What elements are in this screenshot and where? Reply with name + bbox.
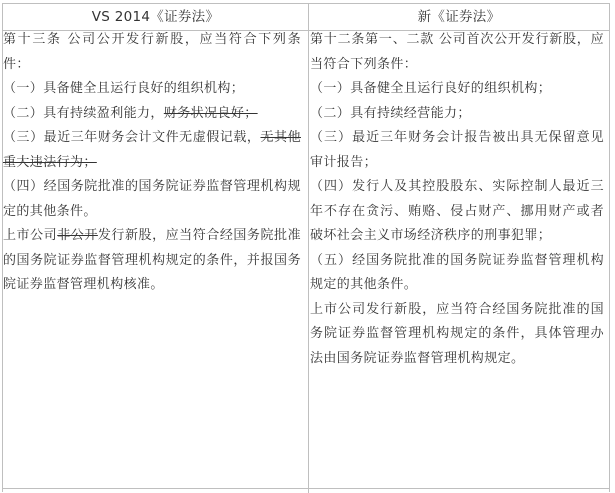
old-article-title: 第十三条 公司公开发行新股，应当符合下列条件： (3, 32, 301, 72)
column-divider (308, 4, 309, 493)
old-item-3-text: （三）最近三年财务会计文件无虚假记载， (3, 130, 261, 145)
old-clause-text-a: 上市公司 (3, 228, 58, 243)
old-law-column (3, 28, 301, 298)
new-law-column (310, 28, 604, 371)
new-item-2: （二）具有持续经营能力； (310, 105, 471, 121)
old-item-1: （一）具备健全且运行良好的组织机构； (3, 81, 245, 96)
new-item-5: （五）经国务院批准的国务院证券监督管理机构规定的其他条件。 (310, 252, 604, 292)
old-listed-company-clause (3, 224, 301, 298)
new-item-3: （三）最近三年财务会计报告被出具无保留意见审计报告； (310, 130, 604, 170)
new-item-4: （四）发行人及其控股股东、实际控制人最近三年不存在贪污、贿赂、侵占财产、挪用财产或者破坏社会主义市场经济秩序的刑事犯罪； (310, 179, 604, 243)
old-clause-text-b: 发行新股，应当符合经国务院批准的国务院证券监督管理机构规定的条件，并报国务院证券监督管理机构核准。 (3, 228, 301, 292)
old-item-2 (3, 102, 301, 127)
new-item-1: （一）具备健全且运行良好的组织机构； (310, 81, 552, 96)
old-clause-deleted: 非公开 (57, 228, 98, 243)
old-item-2-deleted: 财务状况良好； (163, 105, 258, 121)
table-header (3, 4, 609, 31)
header-old-law: VS 2014《证券法》 (91, 9, 220, 25)
new-article-title: 第十二条第一、二款 公司首次公开发行新股，应当符合下列条件： (310, 32, 604, 72)
new-listed-company-clause: 上市公司发行新股，应当符合经国务院批准的国务院证券监督管理机构规定的条件，具体管理办法由国务院证券监督管理机构规定。 (310, 301, 604, 366)
old-item-3 (3, 126, 301, 175)
old-item-3-deleted: 无其他重大违法行为； (3, 130, 301, 170)
table-bottom-rule (2, 488, 610, 489)
old-item-4: （四）经国务院批准的国务院证券监督管理机构规定的其他条件。 (3, 179, 301, 219)
header-new-law: 新《证券法》 (417, 9, 501, 25)
old-item-2-text: （二）具有持续盈利能力， (3, 105, 164, 121)
